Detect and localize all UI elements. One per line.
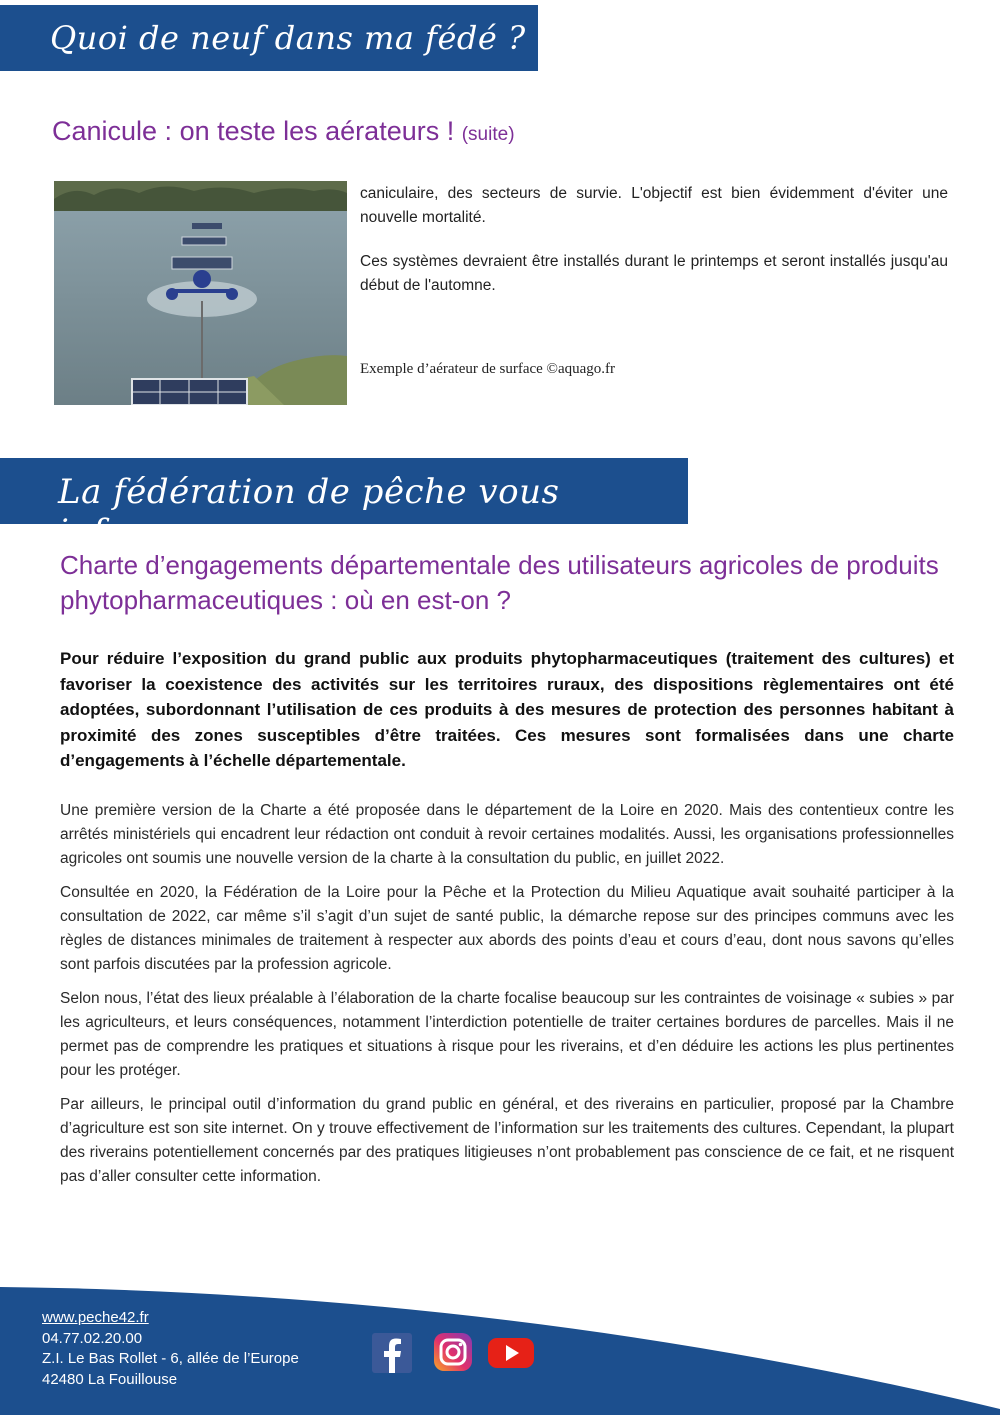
article2-paragraph: Par ailleurs, le principal outil d’information du grand public en général, et des riverains en particulier, proposé par la Chambre d’agriculture est son site internet. On y trouve effectivement de l’information sur les traitements des cultures. Cependant, la plupart des riverains potentiellement concernés par des pratiques litigieuses n’ont probablement pas conscience de ce fait, et ne risquent pas d’aller consulter cette information.: [60, 1096, 954, 1185]
article1-body: [360, 182, 948, 318]
section-banner-federation: [0, 458, 688, 552]
article2-paragraph: Une première version de la Charte a été proposée dans le département de la Loire en 2020. Mais des contentieux contre les arrêtés ministériels qui encadrent leur rédaction ont conduit à revoir certaines modalités. Aussi, les organisations professionnelles agricoles ont soumis une nouvelle version de la charte à la consultation du public, en juillet 2022.: [60, 802, 954, 867]
article1-title: [52, 116, 515, 147]
youtube-icon[interactable]: [488, 1333, 534, 1373]
aerator-photo: [54, 181, 347, 405]
article1-paragraph: Ces systèmes devraient être installés durant le printemps et seront installés jusqu'au début de l'automne.: [360, 253, 948, 294]
instagram-icon[interactable]: [432, 1333, 474, 1373]
article1-title-text: Canicule : on teste les aérateurs !: [52, 116, 455, 146]
article2-lead: Pour réduire l’exposition du grand public aux produits phytopharmaceutiques (traitement des cultures) et favoriser la coexistence des activités sur les territoires ruraux, des dispositions règlementaires ont été adoptées, subordonnant l’utilisation de ces produits à des mesures de protection des personnes habitant à proximité des zones susceptibles d’être traitées. Ces mesures sont formalisées dans une charte d’engagements à l’échelle départementale.: [60, 649, 954, 770]
footer-website-link[interactable]: www.peche42.fr: [42, 1309, 149, 1326]
footer-contact: [42, 1308, 299, 1390]
article1-paragraph: caniculaire, des secteurs de survie. L'objectif est bien évidemment d'éviter une nouvelle mortalité.: [360, 185, 948, 226]
footer-address-line2: 42480 La Fouillouse: [42, 1370, 178, 1388]
facebook-icon[interactable]: [371, 1333, 413, 1373]
section-banner-news-title: Quoi de neuf dans ma fédé ?: [50, 19, 526, 57]
article2-title: Charte d’engagements départementale des utilisateurs agricoles de produits phytopharmaceutiques : où en est-on ?: [60, 550, 939, 615]
footer-address-line1: Z.I. Le Bas Rollet - 6, allée de l’Europe: [42, 1350, 299, 1367]
article2-body: [60, 799, 954, 1199]
section-banner-federation-title: La fédération de pêche vous informe...: [58, 472, 560, 552]
footer-phone: 04.77.02.20.00: [42, 1329, 143, 1347]
article1-title-suffix: (suite): [461, 124, 515, 145]
article2-paragraph: Consultée en 2020, la Fédération de la Loire pour la Pêche et la Protection du Milieu Aquatique avait souhaité participer à la consultation de 2022, car même s’il s’agit d’un sujet de santé public, la démarche repose sur des principes communs avec les règles de distances minimales de traitement à respecter aux abords des points d’eau et cours d’eau, dont nous savons qu’elles sont parfois discutées par la profession agricole.: [60, 884, 954, 973]
article2-paragraph: Selon nous, l’état des lieux préalable à l’élaboration de la charte focalise beaucoup sur les contraintes de voisinage « subies » par les agriculteurs, et leurs conséquences, notamment l’interdiction potentielle de traiter certaines bordures de parcelles. Mais il ne permet pas de comprendre les pratiques et situations à risque pour les riverains, et d’en déduire les actions les plus pertinentes pour les protéger.: [60, 990, 954, 1079]
section-banner-news: [0, 5, 538, 71]
photo-caption: Exemple d’aérateur de surface ©aquago.fr: [360, 361, 616, 377]
